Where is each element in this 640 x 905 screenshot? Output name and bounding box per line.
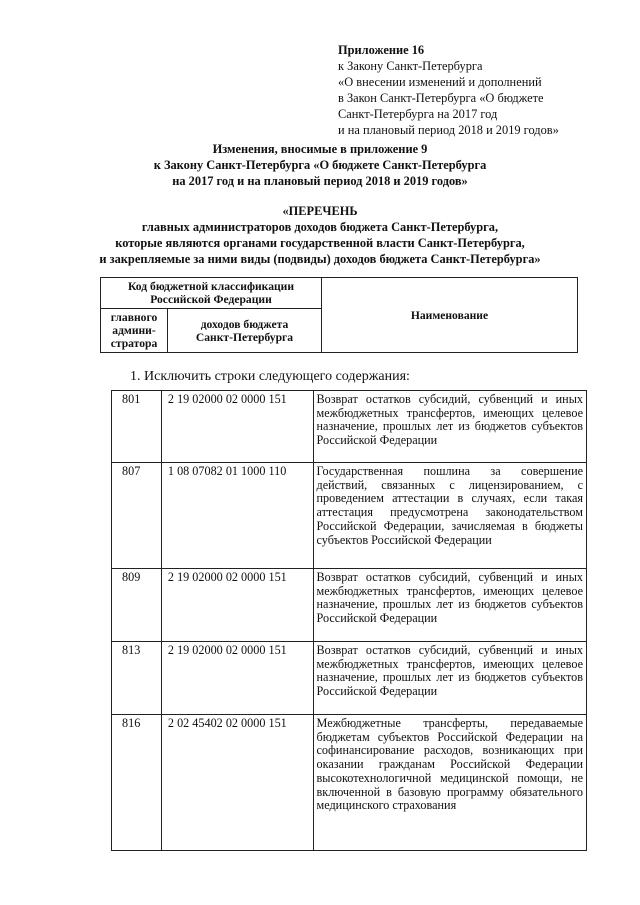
name-column-header: Наименование: [322, 278, 578, 353]
income-column-header: доходов бюджета Санкт-Петербурга: [168, 309, 322, 353]
rows-table: [111, 390, 587, 851]
table-row: [112, 391, 587, 463]
table-row: [112, 463, 587, 569]
instruction-text: 1. Исключить строки следующего содержания:: [130, 369, 410, 384]
appendix-heading: Приложение 16: [338, 43, 425, 57]
list-title-line: «ПЕРЕЧЕНЬ: [282, 204, 358, 218]
kbk-code-cell: 1 08 07082 01 1000 110: [161, 463, 313, 569]
changes-title: [70, 141, 570, 189]
appendix-line: «О внесении изменений и дополнений: [338, 75, 542, 89]
changes-title-line: к Закону Санкт-Петербурга «О бюджете Санкт-Петербурга: [153, 158, 487, 172]
list-title: [70, 203, 570, 267]
admin-code-cell: 801: [112, 391, 162, 463]
admin-code-cell: 813: [112, 642, 162, 715]
appendix-block: [338, 42, 628, 138]
admin-column-header: главного админи-стратора: [101, 309, 168, 353]
kbk-code-cell: 2 19 02000 02 0000 151: [161, 391, 313, 463]
admin-code-cell: 816: [112, 715, 162, 851]
appendix-line: к Закону Санкт-Петербурга: [338, 59, 483, 73]
admin-code-cell: 809: [112, 569, 162, 642]
name-cell: Возврат остатков субсидий, субвенций и иных межбюджетных трансфертов, имеющих целевое назначение, прошлых лет из бюджетов субъектов Российской Федерации: [313, 569, 586, 642]
header-table: [100, 277, 578, 353]
kbk-code-cell: 2 19 02000 02 0000 151: [161, 642, 313, 715]
kbk-code-cell: 2 19 02000 02 0000 151: [161, 569, 313, 642]
table-row: [112, 715, 587, 851]
list-title-line: и закрепляемые за ними виды (подвиды) доходов бюджета Санкт-Петербурга»: [99, 252, 541, 266]
table-row: [112, 642, 587, 715]
changes-title-line: Изменения, вносимые в приложение 9: [212, 142, 428, 156]
appendix-line: в Закон Санкт-Петербурга «О бюджете: [338, 91, 544, 105]
kbk-group-header: Код бюджетной классификации Российской Федерации: [101, 278, 322, 309]
name-cell: Возврат остатков субсидий, субвенций и иных межбюджетных трансфертов, имеющих целевое назначение, прошлых лет из бюджетов субъектов Российской Федерации: [313, 391, 586, 463]
appendix-line: Санкт-Петербурга на 2017 год: [338, 107, 498, 121]
appendix-line: и на плановый период 2018 и 2019 годов»: [338, 123, 559, 137]
kbk-code-cell: 2 02 45402 02 0000 151: [161, 715, 313, 851]
name-cell: Возврат остатков субсидий, субвенций и иных межбюджетных трансфертов, имеющих целевое назначение, прошлых лет из бюджетов субъектов Российской Федерации: [313, 642, 586, 715]
list-title-line: главных администраторов доходов бюджета Санкт-Петербурга,: [141, 220, 499, 234]
table-row: [112, 569, 587, 642]
name-cell: Государственная пошлина за совершение действий, связанных с лицензированием, с проведением аттестации в случаях, если такая аттестация предусмотрена законодательством Российской Федерации, зачисляемая в бюджеты субъектов Российской Федерации: [313, 463, 586, 569]
changes-title-line: на 2017 год и на плановый период 2018 и 2019 годов»: [172, 174, 468, 188]
name-cell: Межбюджетные трансферты, передаваемые бюджетам субъектов Российской Федерации на софинансирование расходов, возникающих при оказании гражданам Российской Федерации высокотехнологичной медицинской помощи, не включенной в базовую программу обязательного медицинского страхования: [313, 715, 586, 851]
list-title-line: которые являются органами государственной власти Санкт-Петербурга,: [115, 236, 525, 250]
admin-code-cell: 807: [112, 463, 162, 569]
